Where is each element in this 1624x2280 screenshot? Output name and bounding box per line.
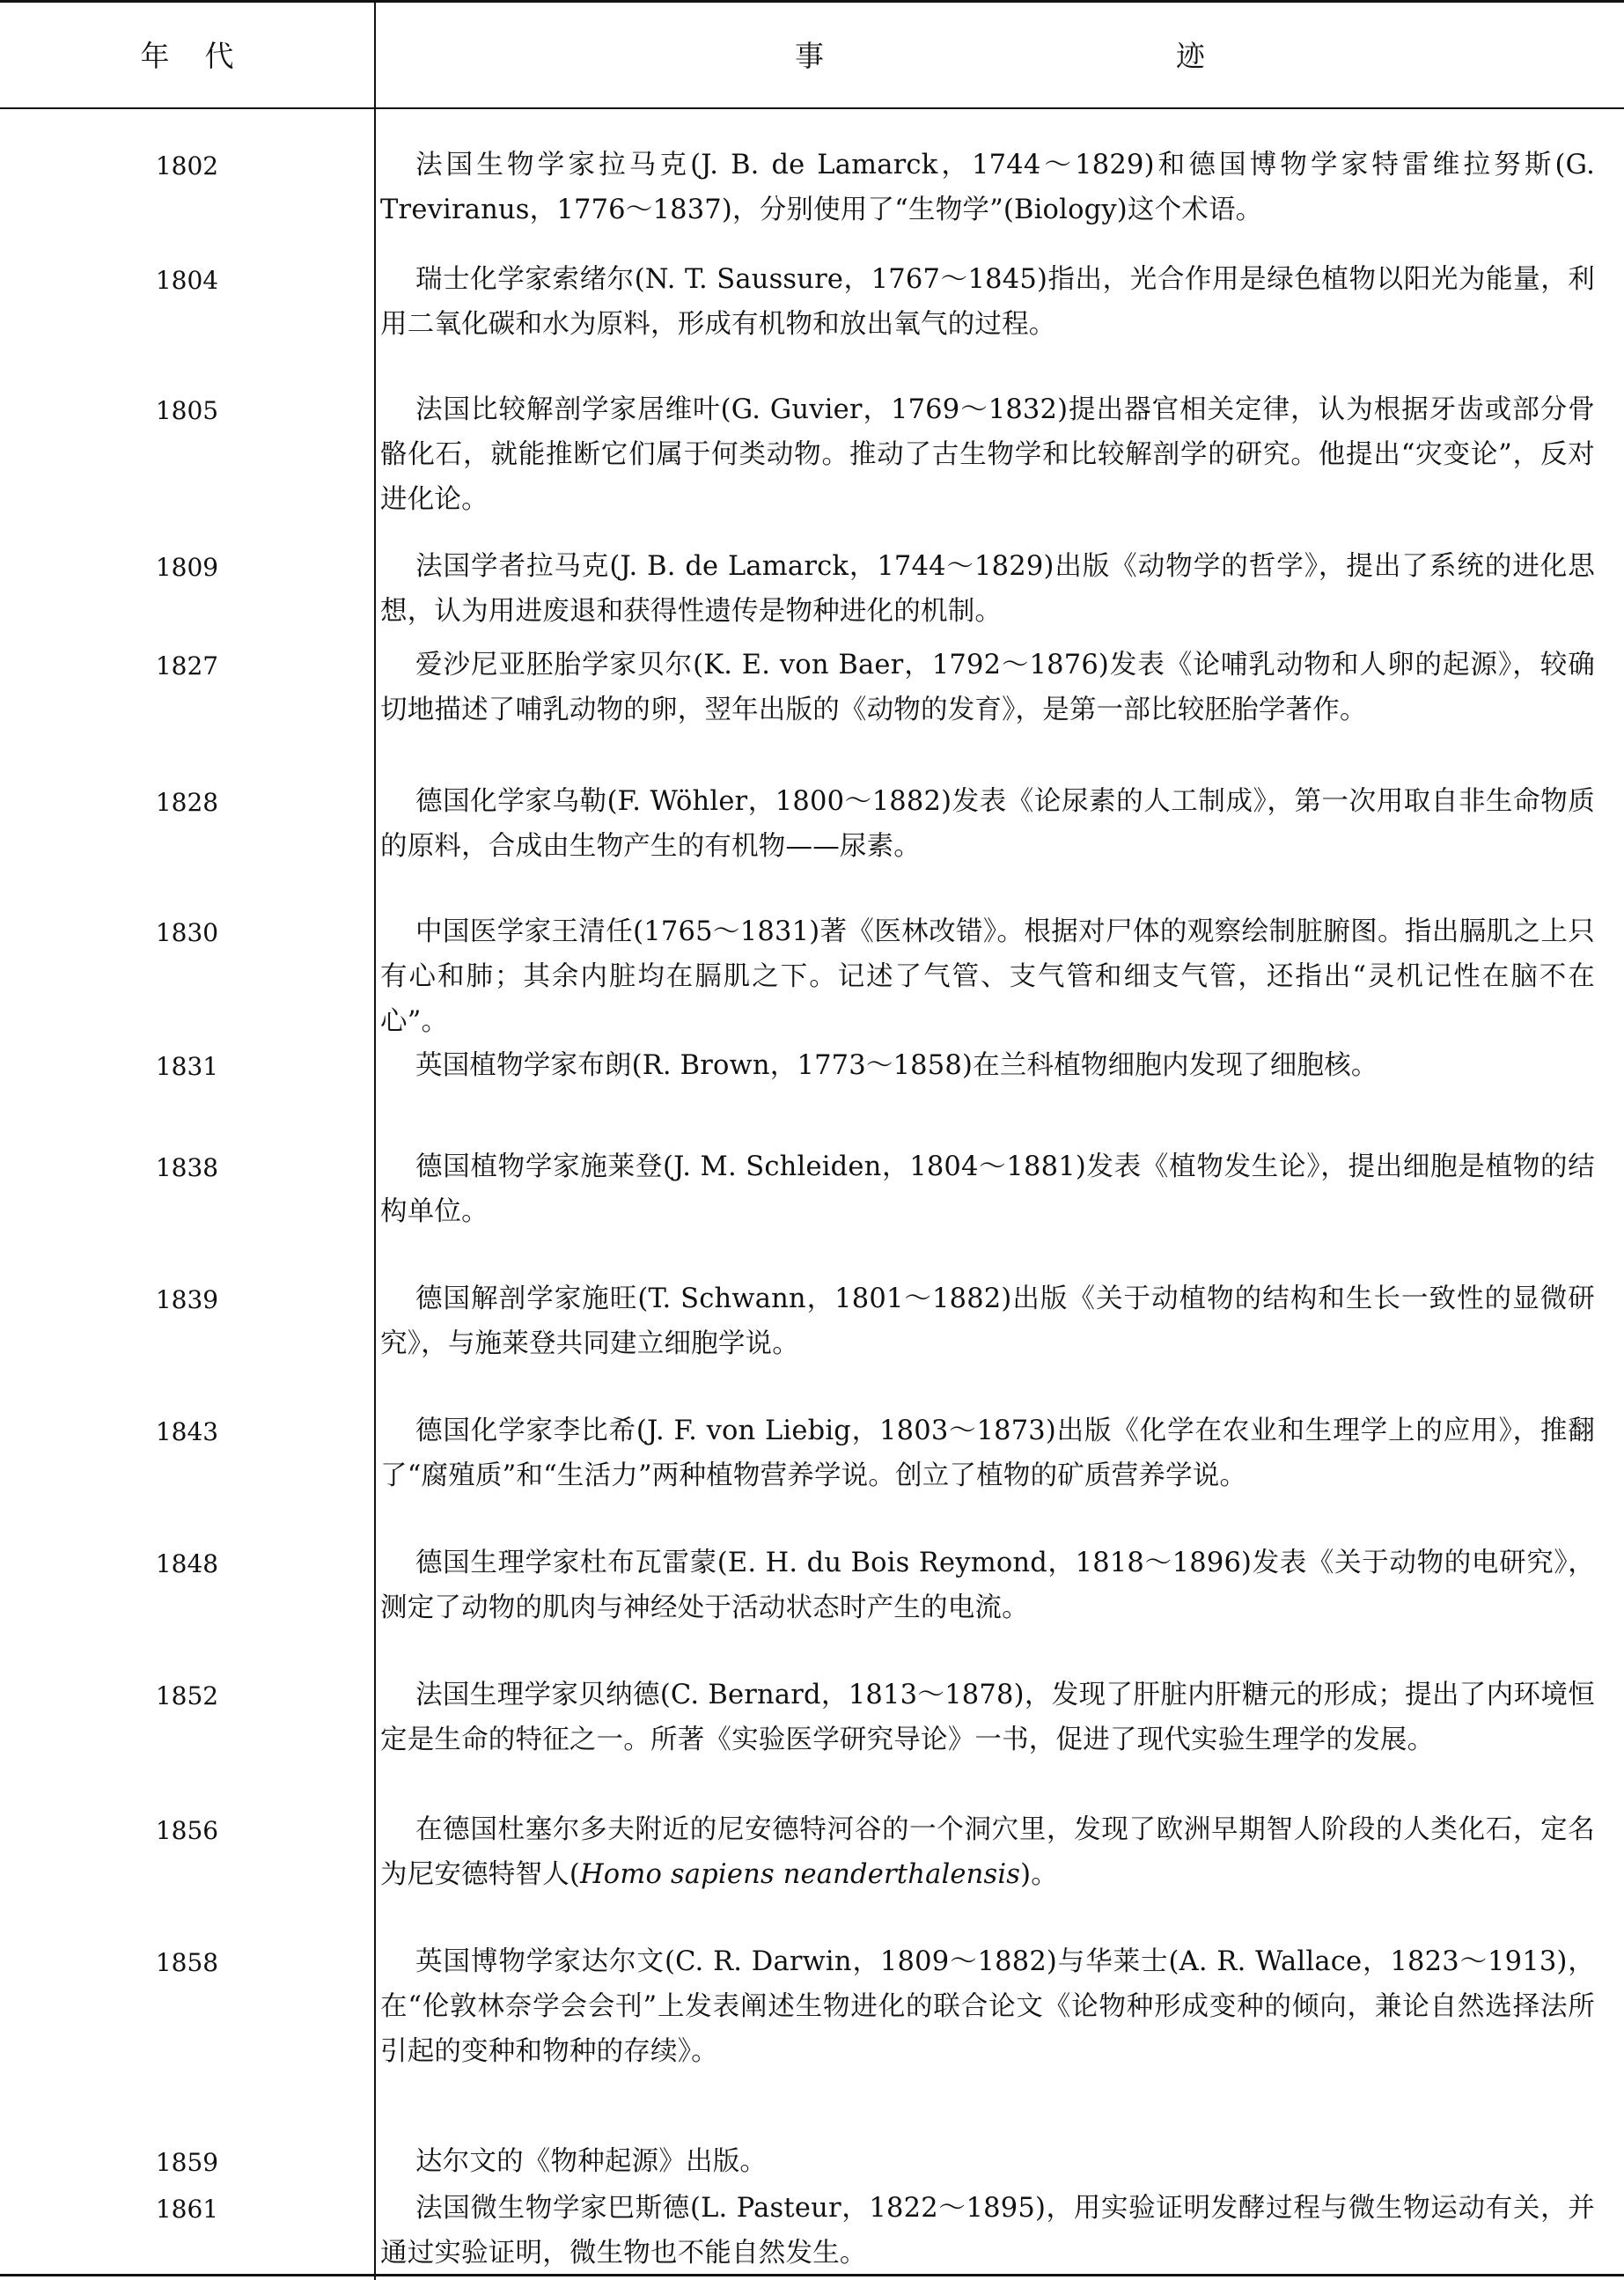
year-1830: 1830 xyxy=(155,918,219,947)
year-1831: 1831 xyxy=(155,1052,219,1081)
year-1804: 1804 xyxy=(155,266,219,295)
event-column-header xyxy=(376,0,1624,108)
event-1805: 法国比较解剖学家居维叶(G. Guvier，1769～1832)提出器官相关定律，认为根据牙齿或部分骨骼化石，就能推断它们属于何类动物。推动了古生物学和比较解剖学的研究。他提出“灾变论”，反对进化论。 xyxy=(380,394,1595,515)
year-1805: 1805 xyxy=(155,396,219,425)
year-1827: 1827 xyxy=(155,651,219,680)
year-1838: 1838 xyxy=(155,1153,219,1182)
event-1838: 德国植物学家施莱登(J. M. Schleiden，1804～1881)发表《植物发生论》，提出细胞是植物的结构单位。 xyxy=(380,1151,1595,1227)
event-1859: 达尔文的《物种起源》出版。 xyxy=(415,2146,768,2177)
year-1861: 1861 xyxy=(155,2195,219,2224)
event-1827: 爱沙尼亚胚胎学家贝尔(K. E. von Baer，1792～1876)发表《论哺乳动物和人卵的起源》，较确切地描述了哺乳动物的卵，翌年出版的《动物的发育》，是第一部比较胚胎学著作。 xyxy=(380,650,1595,725)
event-1831: 英国植物学家布朗(R. Brown，1773～1858)在兰科植物细胞内发现了细胞核。 xyxy=(415,1050,1378,1081)
year-column-header: 年代 xyxy=(140,39,269,73)
event-1839: 德国解剖学家施旺(T. Schwann，1801～1882)出版《关于动植物的结构和生长一致性的显微研究》，与施莱登共同建立细胞学说。 xyxy=(380,1283,1595,1359)
year-1852: 1852 xyxy=(155,1681,219,1710)
year-1858: 1858 xyxy=(155,1948,219,1977)
event-1856: 在德国杜塞尔多夫附近的尼安德特河谷的一个洞穴里，发现了欧洲早期智人阶段的人类化石，定名为尼安德特智人(Homo sapiens neanderthalensis)。 xyxy=(380,1814,1595,1890)
column-divider xyxy=(374,0,376,2280)
year-1809: 1809 xyxy=(155,553,219,582)
event-1809: 法国学者拉马克(J. B. de Lamarck，1744～1829)出版《动物学的哲学》，提出了系统的进化思想，认为用进废退和获得性遗传是物种进化的机制。 xyxy=(380,551,1595,627)
year-1802: 1802 xyxy=(155,151,219,180)
event-1861: 法国微生物学家巴斯德(L. Pasteur，1822～1895)，用实验证明发酵过程与微生物运动有关，并通过实验证明，微生物也不能自然发生。 xyxy=(380,2193,1595,2269)
event-header-char-2: 迹 xyxy=(1176,39,1205,73)
event-1802: 法国生物学家拉马克(J. B. de Lamarck，1744～1829)和德国博物学家特雷维拉努斯(G. Treviranus，1776～1837)，分别使用了“生物学”(Biology)这个术语。 xyxy=(380,150,1595,225)
event-1830: 中国医学家王清任(1765～1831)著《医林改错》。根据对尸体的观察绘制脏腑图。指出膈肌之上只有心和肺；其余内脏均在膈肌之下。记述了气管、支气管和细支气管，还指出“灵机记性在脑不在心”。 xyxy=(380,916,1595,1037)
year-1848: 1848 xyxy=(155,1549,219,1578)
year-1828: 1828 xyxy=(155,788,219,817)
event-header-char-1: 事 xyxy=(795,39,824,73)
event-1804: 瑞士化学家索绪尔(N. T. Saussure，1767～1845)指出，光合作用是绿色植物以阳光为能量，利用二氧化碳和水为原料，形成有机物和放出氧气的过程。 xyxy=(380,264,1595,340)
event-1858: 英国博物学家达尔文(C. R. Darwin，1809～1882)与华莱士(A. R. Wallace，1823～1913)，在“伦敦林奈学会会刊”上发表阐述生物进化的联合论文《论物种形成变种的倾向，兼论自然选择法所引起的变种和物种的存续》。 xyxy=(380,1946,1595,2067)
event-1852: 法国生理学家贝纳德(C. Bernard，1813～1878)，发现了肝脏内肝糖元的形成；提出了内环境恒定是生命的特征之一。所著《实验医学研究导论》一书，促进了现代实验生理学的发展。 xyxy=(380,1680,1595,1755)
year-1839: 1839 xyxy=(155,1285,219,1314)
year-1859: 1859 xyxy=(155,2148,219,2177)
event-1828: 德国化学家乌勒(F. Wöhler，1800～1882)发表《论尿素的人工制成》，第一次用取自非生命物质的原料，合成由生物产生的有机物——尿素。 xyxy=(380,786,1595,862)
scientific-name: Homo sapiens neanderthalensis xyxy=(580,1859,1021,1890)
year-1856: 1856 xyxy=(155,1816,219,1845)
year-1843: 1843 xyxy=(155,1417,219,1446)
event-1848: 德国生理学家杜布瓦雷蒙(E. H. du Bois Reymond，1818～1896)发表《关于动物的电研究》，测定了动物的肌肉与神经处于活动状态时产生的电流。 xyxy=(380,1548,1595,1623)
event-1843: 德国化学家李比希(J. F. von Liebig，1803～1873)出版《化学在农业和生理学上的应用》，推翻了“腐殖质”和“生活力”两种植物营养学说。创立了植物的矿质营养学说。 xyxy=(380,1416,1595,1491)
